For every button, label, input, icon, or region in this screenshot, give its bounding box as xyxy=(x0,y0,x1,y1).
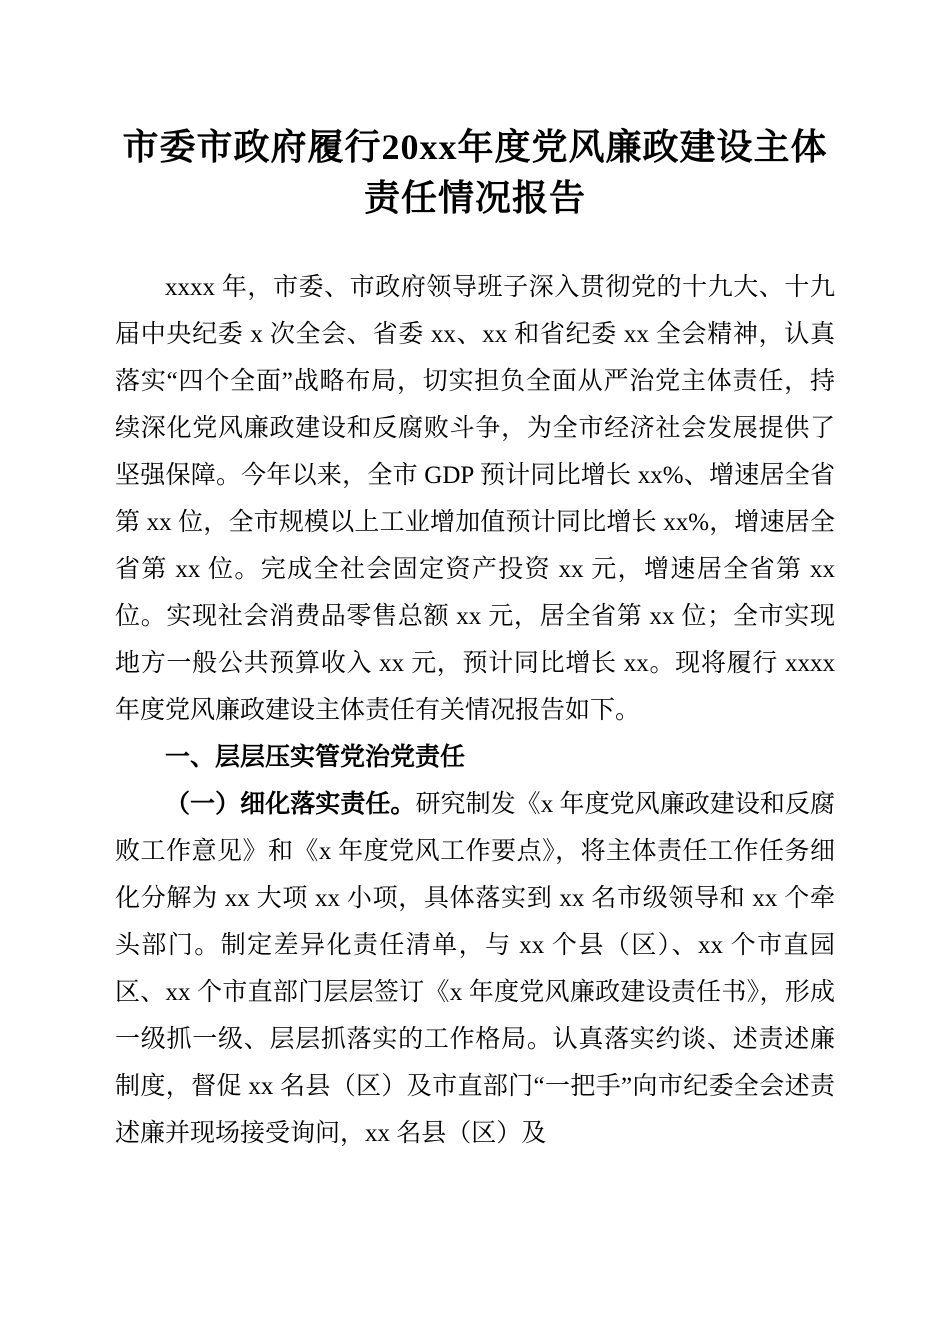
paragraph-intro-text: xxxx 年，市委、市政府领导班子深入贯彻党的十九大、十九届中央纪委 x 次全会、省委 xx、xx 和省纪委 xx 全会精神，认真落实“四个全面”战略布局，切实担负全面从严治党主体责任，持续深化党风廉政建设和反腐败斗争，为全市经济社会发展提供了坚强保障。今年以来，全市 GDP 预计同比增长 xx%、增速居全省第 xx 位，全市规模以上工业增加值预计同比增长 xx%，增速居全省第 xx 位。完成全社会固定资产投资 xx 元，增速居全省第 xx 位。实现社会消费品零售总额 xx 元，居全省第 xx 位；全市实现地方一般公共预算收入 xx 元，预计同比增长 xx。现将履行 xxxx 年度党风廉政建设主体责任有关情况报告如下。 xyxy=(115,274,835,725)
document-title-line-1: 市委市政府履行20xx年度党风廉政建设主体 xyxy=(122,127,828,167)
section-heading-1 xyxy=(115,734,835,781)
document-title xyxy=(115,122,835,224)
paragraph-section-1-item-1-text: 研究制发《x 年度党风廉政建设和反腐败工作意见》和《x 年度党风工作要点》，将主体责任工作任务细化分解为 xx 大项 xx 小项，具体落实到 xx 名市级领导和 xx 个牵头部门。制定差异化责任清单，与 xx 个县（区）、xx 个市直园区、xx 个市直部门层层签订《x 年度党风廉政建设责任书》，形成一级抓一级、层层抓落实的工作格局。认真落实约谈、述责述廉制度，督促 xx 名县（区）及市直部门“一把手”向市纪委全会述责述廉并现场接受询问，xx 名县（区）及 xyxy=(115,791,835,1148)
paragraph-section-1-item-1 xyxy=(115,781,835,1157)
section-heading-1-text: 一、层层压实管党治党责任 xyxy=(165,743,466,772)
document-title-line-2: 责任情况报告 xyxy=(363,178,586,219)
paragraph-section-1-item-1-lead: （一）细化落实责任。 xyxy=(165,791,416,819)
paragraph-intro xyxy=(115,264,835,734)
